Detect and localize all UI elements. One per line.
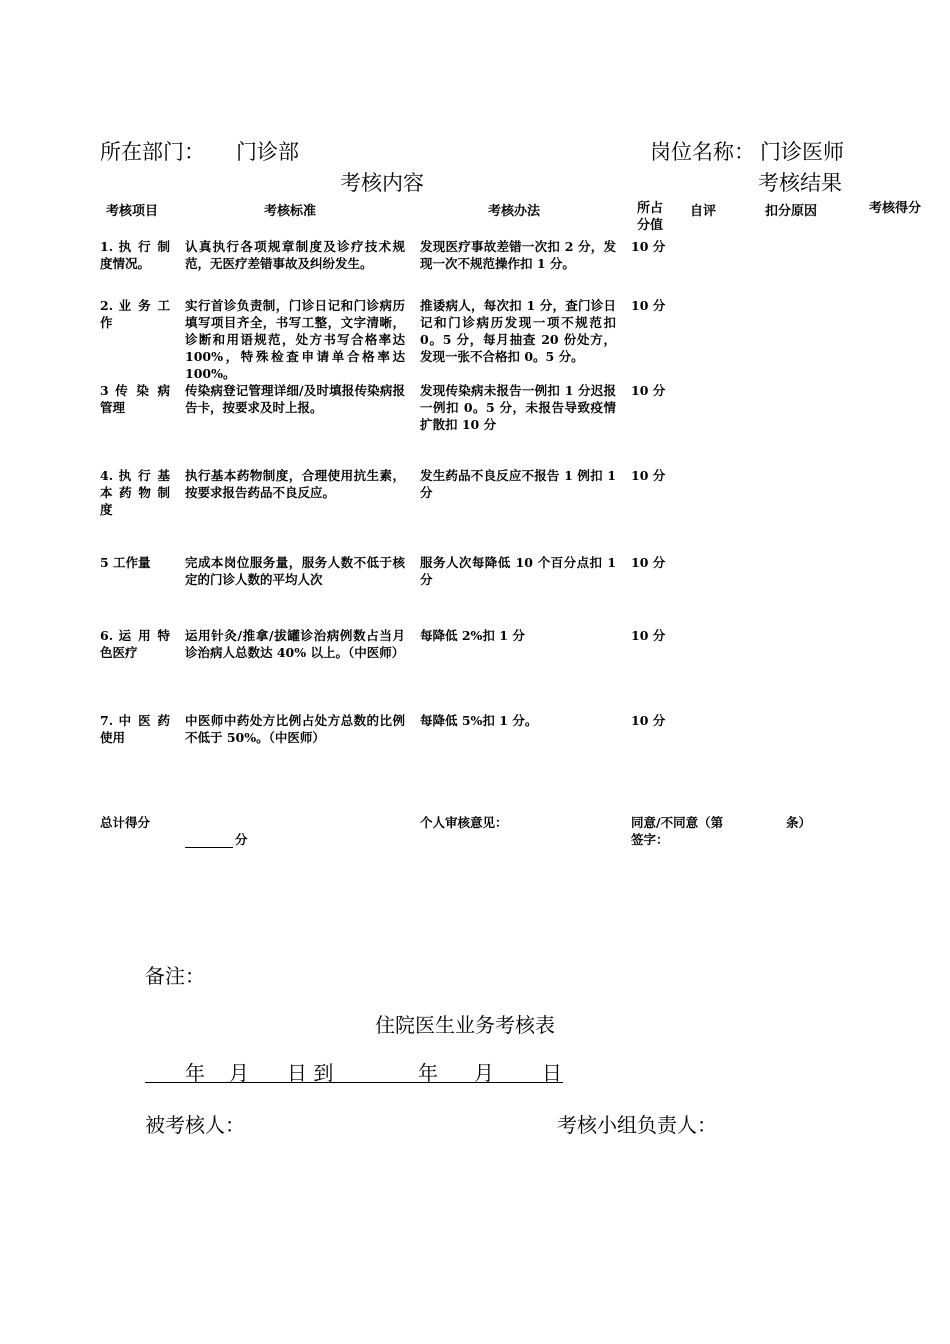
col-standard: 考核标准 [264, 204, 317, 219]
col-method: 考核办法 [488, 204, 541, 219]
row3-score: 10 分 [631, 383, 666, 398]
post-label: 岗位名称： [650, 140, 755, 164]
col-deduct-reason: 扣分原因 [765, 204, 818, 219]
post-value: 门诊医师 [760, 140, 844, 164]
row6-standard: 运用针灸/推拿/拔罐诊治病例数占当月诊治病人总数达 40% 以上。（中医师） [185, 628, 405, 660]
row4-standard: 执行基本药物制度，合理使用抗生素，按要求报告药品不良反应。 [185, 468, 405, 500]
row2-standard: 实行首诊负责制，门诊日记和门诊病历填写项目齐全，书写工整，文字清晰，诊断和用语规范，处方书写合格率达 100%，特殊检查申请单合格率达 100%。 [185, 298, 405, 381]
row2-item: 2. 业 务 工作 [100, 298, 170, 330]
row7-item: 7. 中 医 药使用 [100, 713, 170, 745]
examinee-label: 被考核人： [145, 1113, 245, 1137]
row6-score: 10 分 [631, 628, 666, 643]
leader-label: 考核小组负责人： [557, 1113, 717, 1137]
row7-method: 每降低 5%扣 1 分。 [420, 713, 538, 728]
row7-score: 10 分 [631, 713, 666, 728]
col-item: 考核项目 [106, 204, 159, 219]
total-label: 总计得分 [100, 815, 151, 830]
row5-score: 10 分 [631, 555, 666, 570]
row1-method: 发现医疗事故差错一次扣 2 分，发现一次不规范操作扣 1 分。 [420, 239, 616, 271]
row3-item: 3 传 染 病管理 [100, 383, 170, 415]
date-range-line [145, 1058, 563, 1083]
date-year-1: 年 [185, 1061, 205, 1085]
dept-label: 所在部门： [100, 140, 205, 164]
date-month-1: 月 [229, 1061, 249, 1085]
result-title: 考核结果 [758, 171, 842, 195]
agree-text: 同意/不同意（第 [631, 815, 724, 830]
note-label: 备注： [145, 964, 205, 988]
row5-standard: 完成本岗位服务量，服务人数不低于核定的门诊人数的平均人次 [185, 555, 405, 587]
col-score-value: 所占分值 [636, 201, 663, 233]
col-final-score: 考核得分 [868, 201, 921, 216]
row7-standard: 中医师中药处方比例占处方总数的比例不低于 50%。（中医师） [185, 713, 405, 745]
tiao-text: 条） [786, 815, 812, 830]
total-blank[interactable] [185, 831, 233, 848]
total-unit: 分 [235, 832, 248, 847]
date-year-2: 年 [418, 1061, 438, 1085]
row4-method: 发生药品不良反应不报告 1 例扣 1 分 [420, 468, 616, 500]
row5-item: 5 工作量 [100, 555, 151, 570]
row1-standard: 认真执行各项规章制度及诊疗技术规范，无医疗差错事故及纠纷发生。 [185, 239, 405, 271]
sign-label: 签字： [631, 832, 669, 847]
form-title: 住院医生业务考核表 [375, 1013, 555, 1037]
row6-item: 6. 运 用 特色医疗 [100, 628, 170, 660]
row6-method: 每降低 2%扣 1 分 [420, 628, 525, 643]
row2-score: 10 分 [631, 298, 666, 313]
col-self-eval: 自评 [690, 204, 717, 219]
date-month-2: 月 [474, 1061, 494, 1085]
row1-item: 1. 执 行 制度情况。 [100, 239, 170, 271]
row3-standard: 传染病登记管理详细/及时填报传染病报告卡，按要求及时上报。 [185, 383, 405, 415]
review-label: 个人审核意见： [420, 815, 508, 830]
row2-method: 推诿病人，每次扣 1 分，查门诊日记和门诊病历发现一项不规范扣 0。5 分，每月抽查 20 份处方，发现一张不合格扣 0。5 分。 [420, 298, 616, 364]
row3-method: 发现传染病未报告一例扣 1 分迟报一例扣 0。5 分，未报告导致疫情扩散扣 10 分 [420, 383, 616, 432]
dept-value: 门诊部 [236, 140, 299, 164]
row5-method: 服务人次每降低 10 个百分点扣 1 分 [420, 555, 616, 587]
row4-item: 4. 执 行 基本 药 物 制度 [100, 468, 170, 517]
date-day-1: 日 到 [287, 1061, 334, 1085]
row4-score: 10 分 [631, 468, 666, 483]
date-day-2: 日 [542, 1061, 562, 1085]
content-title: 考核内容 [340, 171, 424, 195]
row1-score: 10 分 [631, 239, 666, 254]
